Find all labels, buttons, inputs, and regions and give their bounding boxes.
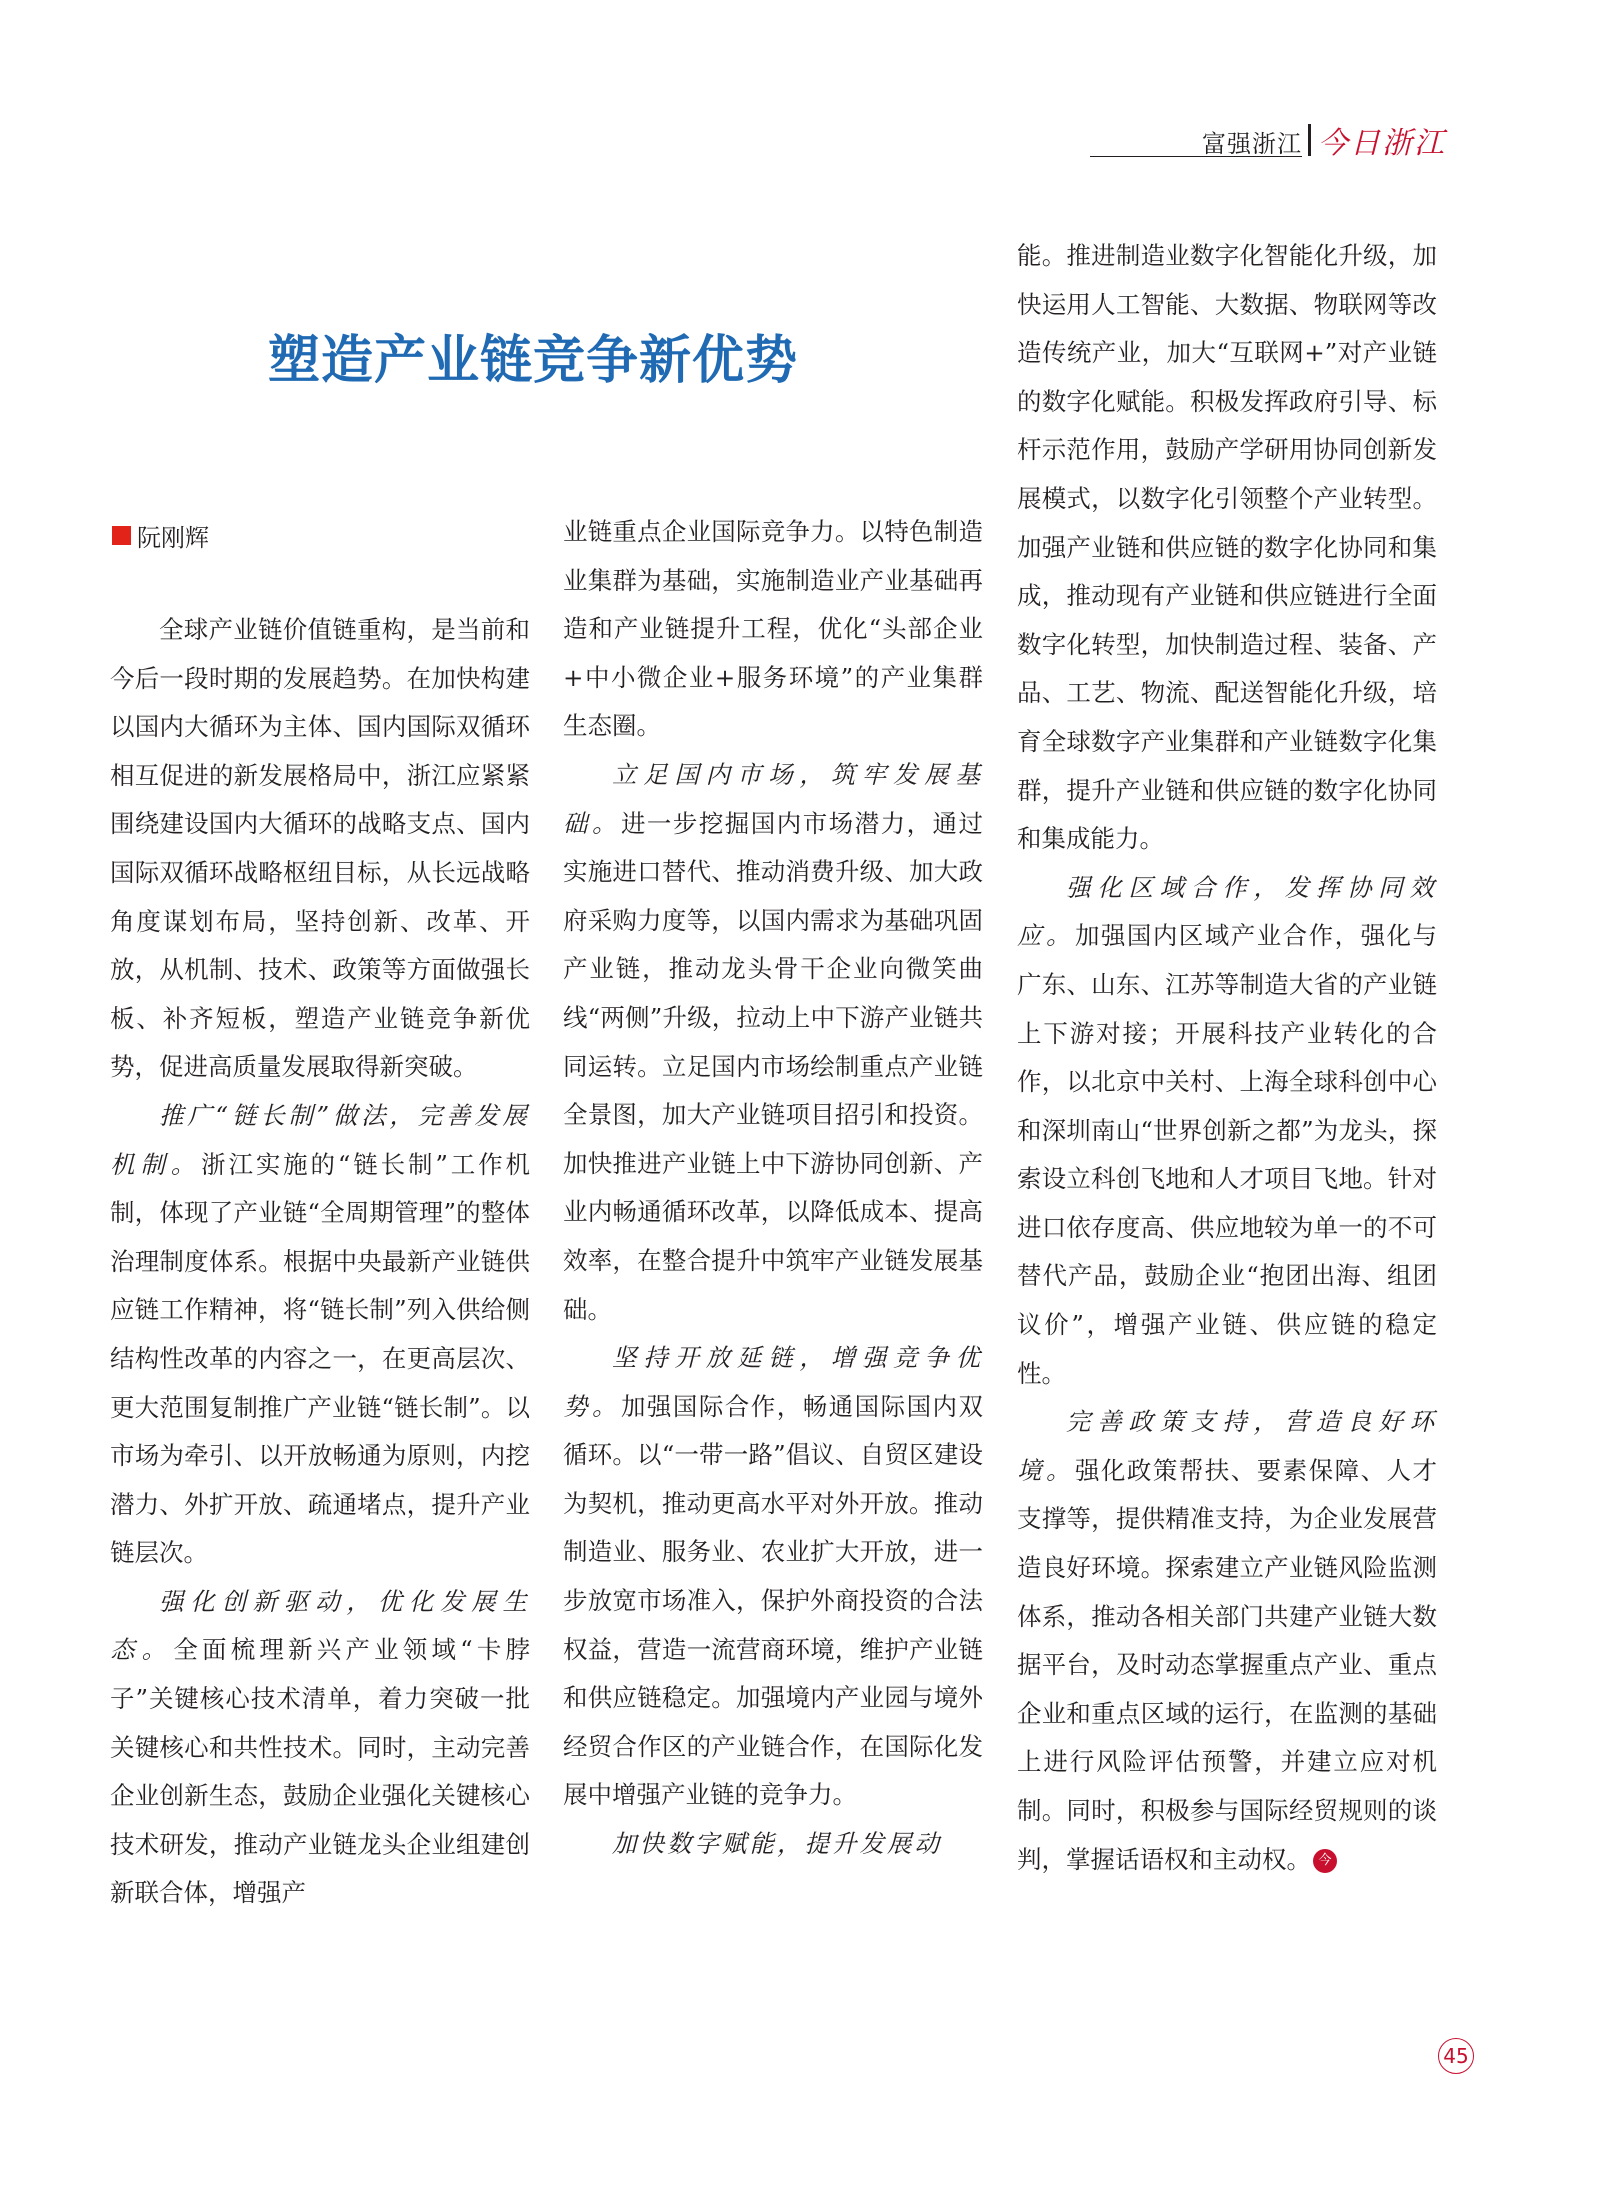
paragraph-lead: 加快数字赋能，提升发展动 (612, 1829, 942, 1859)
text-column-2 (563, 508, 983, 1869)
text-column-3 (1017, 232, 1437, 1884)
page-number: 45 (1438, 2038, 1474, 2074)
paragraph: 全球产业链价值链重构，是当前和今后一段时期的发展趋势。在加快构建以国内大循环为主体、国内国际双循环相互促进的新发展格局中，浙江应紧紧围绕建设国内大循环的战略支点、国内国际双循环战略枢纽目标，从长远战略角度谋划布局，坚持创新、改革、开放，从机制、技术、政策等方面做强长板、补齐短板，塑造产业链竞争新优势，促进高质量发展取得新突破。 (110, 615, 530, 1082)
paragraph: 业链重点企业国际竞争力。以特色制造业集群为基础，实施制造业产业基础再造和产业链提升工程，优化“头部企业+中小微企业+服务环境”的产业集群生态圈。 (563, 517, 983, 741)
magazine-brand-logo: 今日浙江 (1318, 126, 1446, 161)
paragraph: 推广“链长制”做法，完善发展机制。浙江实施的“链长制”工作机制，体现了产业链“全周期管理”的整体治理制度体系。根据中央最新产业链供应链工作精神，将“链长制”列入供给侧结构性改革的内容之一，在更高层次、更大范围复制推广产业链“链长制”。以市场为牵引、以开放畅通为原则，内挖潜力、外扩开放、疏通堵点，提升产业链层次。 (110, 1100, 530, 1568)
paragraph: 强化区域合作，发挥协同效应。加强国内区域产业合作，强化与广东、山东、江苏等制造大省的产业链上下游对接；开展科技产业转化的合作，以北京中关村、上海全球科创中心和深圳南山“世界创新之都”为龙头，探索设立科创飞地和人才项目飞地。针对进口依存度高、供应地较为单一的不可替代产品，鼓励企业“抱团出海、组团议价”，增强产业链、供应链的稳定性。 (1017, 872, 1438, 1388)
paragraph: 能。推进制造业数字化智能化升级，加快运用人工智能、大数据、物联网等改造传统产业，加大“互联网+”对产业链的数字化赋能。积极发挥政府引导、标杆示范作用，鼓励产学研用协同创新发展模式，以数字化引领整个产业转型。加强产业链和供应链的数字化协同和集成，推动现有产业链和供应链进行全面数字化转型，加快制造过程、装备、产品、工艺、物流、配送智能化升级，培育全球数字产业集群和产业链数字化集群，提升产业链和供应链的数字化协同和集成能力。 (1017, 241, 1437, 854)
paragraph: 完善政策支持，营造良好环境。强化政策帮扶、要素保障、人才支撑等，提供精准支持，为企业发展营造良好环境。探索建立产业链风险监测体系，推动各相关部门共建产业链大数据平台，及时动态掌握重点产业、重点企业和重点区域的运行，在监测的基础上进行风险评估预警，并建立应对机制。同时，积极参与国际经贸规则的谈判，掌握话语权和主动权。 今 (1017, 1407, 1438, 1874)
paragraph: 立足国内市场，筑牢发展基础。进一步挖掘国内市场潜力，通过实施进口替代、推动消费升级、加大政府采购力度等，以国内需求为基础巩固产业链，推动龙头骨干企业向微笑曲线“两侧”升级，拉动上中下游产业链共同运转。立足国内市场绘制重点产业链全景图，加大产业链项目招引和投资。加快推进产业链上中下游协同创新、产业内畅通循环改革，以降低成本、提高效率，在整合提升中筑牢产业链发展基础。 (563, 759, 984, 1324)
author-byline (112, 518, 209, 553)
header-section-label: 富强浙江 (1202, 130, 1302, 158)
paragraph-lead: 强化创新驱动，优化发展生态。 (110, 1586, 530, 1665)
paragraph-lead: 推广“链长制”做法，完善发展机制。 (110, 1100, 530, 1179)
paragraph-lead: 强化区域合作，发挥协同效应。 (1017, 872, 1437, 951)
paragraph (563, 1820, 983, 1869)
paragraph-lead: 完善政策支持，营造良好环境。 (1017, 1407, 1437, 1485)
paragraph: 强化创新驱动，优化发展生态。全面梳理新兴产业领域“卡脖子”关键核心技术清单，着力突破一批关键核心和共性技术。同时，主动完善企业创新生态，鼓励企业强化关键核心技术研发，推动产业链龙头企业组建创新联合体，增强产 (110, 1586, 530, 1908)
author-name: 阮刚辉 (137, 524, 209, 552)
paragraph: 坚持开放延链，增强竞争优势。加强国际合作，畅通国际国内双循环。以“一带一路”倡议、自贸区建设为契机，推动更高水平对外开放。推动制造业、服务业、农业扩大开放，进一步放宽市场准入，保护外商投资的合法权益，营造一流营商环境，维护产业链和供应链稳定。加强境内产业园与境外经贸合作区的产业链合作，在国际化发展中增强产业链的竞争力。 (563, 1343, 984, 1810)
red-square-icon (112, 526, 131, 545)
paragraph-lead: 立足国内市场，筑牢发展基础。 (563, 759, 983, 838)
header-separator (1308, 124, 1311, 156)
end-mark-icon: 今 (1313, 1849, 1337, 1873)
text-column-1 (110, 606, 530, 1918)
paragraph-lead: 坚持开放延链，增强竞争优势。 (563, 1343, 983, 1421)
article-title: 塑造产业链竞争新优势 (268, 330, 799, 391)
